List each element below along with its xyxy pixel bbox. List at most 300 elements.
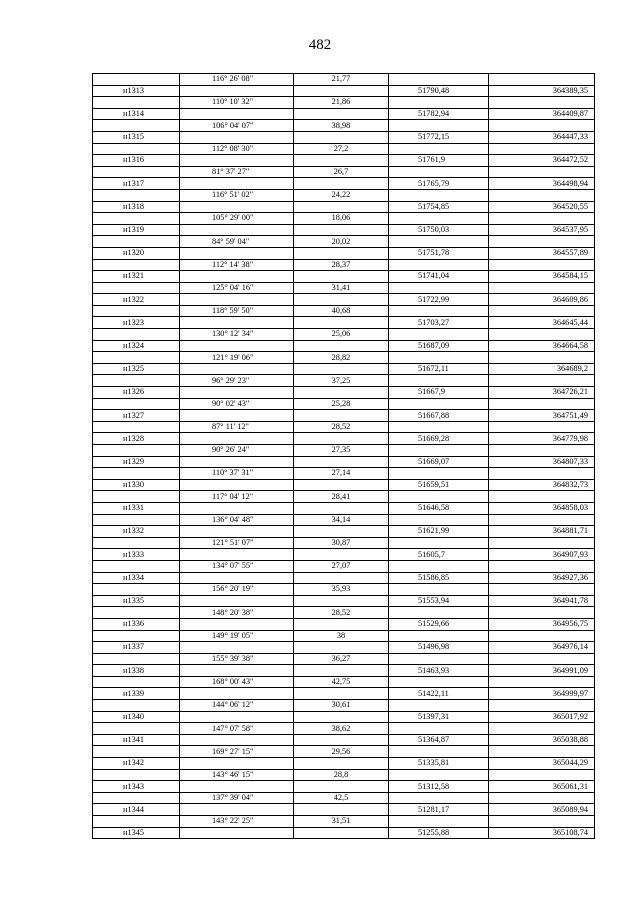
empty-cell bbox=[93, 491, 180, 503]
empty-cell bbox=[389, 398, 489, 410]
point-row bbox=[93, 433, 595, 445]
empty-cell bbox=[180, 340, 294, 352]
y-coordinate-cell: 364409,87 bbox=[489, 108, 595, 120]
direction-angle-cell: 116° 51' 02" bbox=[180, 189, 294, 201]
distance-cell: 42,5 bbox=[294, 792, 389, 804]
empty-cell bbox=[389, 584, 489, 596]
empty-cell bbox=[389, 421, 489, 433]
point-name-cell: н1323 bbox=[93, 317, 180, 329]
point-row bbox=[93, 479, 595, 491]
y-coordinate-cell: 364956,75 bbox=[489, 618, 595, 630]
empty-cell bbox=[489, 352, 595, 364]
segment-row bbox=[93, 398, 595, 410]
empty-cell bbox=[180, 387, 294, 399]
empty-cell bbox=[180, 294, 294, 306]
empty-cell bbox=[93, 468, 180, 480]
empty-cell bbox=[489, 723, 595, 735]
empty-cell bbox=[294, 688, 389, 700]
empty-cell bbox=[180, 178, 294, 190]
x-coordinate-cell: 51422,11 bbox=[389, 688, 489, 700]
distance-cell: 31,41 bbox=[294, 282, 389, 294]
point-name-cell: н1333 bbox=[93, 549, 180, 561]
empty-cell bbox=[93, 143, 180, 155]
empty-cell bbox=[389, 259, 489, 271]
segment-row bbox=[93, 468, 595, 480]
empty-cell bbox=[93, 74, 180, 86]
x-coordinate-cell: 51772,15 bbox=[389, 131, 489, 143]
x-coordinate-cell: 51646,58 bbox=[389, 502, 489, 514]
segment-row bbox=[93, 143, 595, 155]
segment-row bbox=[93, 329, 595, 341]
empty-cell bbox=[180, 549, 294, 561]
empty-cell bbox=[294, 363, 389, 375]
empty-cell bbox=[93, 213, 180, 225]
empty-cell bbox=[389, 97, 489, 109]
point-name-cell: н1337 bbox=[93, 642, 180, 654]
distance-cell: 28,52 bbox=[294, 421, 389, 433]
distance-cell: 27,2 bbox=[294, 143, 389, 155]
point-row bbox=[93, 549, 595, 561]
y-coordinate-cell: 364999,97 bbox=[489, 688, 595, 700]
empty-cell bbox=[489, 653, 595, 665]
empty-cell bbox=[294, 178, 389, 190]
direction-angle-cell: 134° 07' 55" bbox=[180, 560, 294, 572]
direction-angle-cell: 156° 20' 19" bbox=[180, 584, 294, 596]
empty-cell bbox=[489, 421, 595, 433]
distance-cell: 28,37 bbox=[294, 259, 389, 271]
empty-cell bbox=[93, 166, 180, 178]
x-coordinate-cell: 51722,99 bbox=[389, 294, 489, 306]
point-name-cell: н1326 bbox=[93, 387, 180, 399]
empty-cell bbox=[180, 595, 294, 607]
empty-cell bbox=[93, 189, 180, 201]
empty-cell bbox=[93, 769, 180, 781]
point-name-cell: н1343 bbox=[93, 781, 180, 793]
distance-cell: 26,7 bbox=[294, 166, 389, 178]
x-coordinate-cell: 51605,7 bbox=[389, 549, 489, 561]
empty-cell bbox=[294, 734, 389, 746]
distance-cell: 25,06 bbox=[294, 329, 389, 341]
x-coordinate-cell: 51364,87 bbox=[389, 734, 489, 746]
point-name-cell: н1345 bbox=[93, 827, 180, 839]
direction-angle-cell: 168° 00' 43" bbox=[180, 676, 294, 688]
empty-cell bbox=[294, 201, 389, 213]
segment-row bbox=[93, 630, 595, 642]
empty-cell bbox=[180, 711, 294, 723]
empty-cell bbox=[294, 387, 389, 399]
point-name-cell: н1335 bbox=[93, 595, 180, 607]
coordinates-table bbox=[92, 73, 595, 839]
point-name-cell: н1324 bbox=[93, 340, 180, 352]
direction-angle-cell: 147° 07' 58" bbox=[180, 723, 294, 735]
segment-row bbox=[93, 746, 595, 758]
empty-cell bbox=[93, 305, 180, 317]
empty-cell bbox=[294, 340, 389, 352]
segment-row bbox=[93, 352, 595, 364]
empty-cell bbox=[93, 537, 180, 549]
distance-cell: 38,62 bbox=[294, 723, 389, 735]
direction-angle-cell: 130° 12' 34" bbox=[180, 329, 294, 341]
point-row bbox=[93, 201, 595, 213]
empty-cell bbox=[294, 549, 389, 561]
empty-cell bbox=[389, 676, 489, 688]
empty-cell bbox=[489, 700, 595, 712]
direction-angle-cell: 90° 02' 43" bbox=[180, 398, 294, 410]
empty-cell bbox=[389, 120, 489, 132]
empty-cell bbox=[180, 131, 294, 143]
empty-cell bbox=[389, 352, 489, 364]
point-row bbox=[93, 271, 595, 283]
x-coordinate-cell: 51397,31 bbox=[389, 711, 489, 723]
segment-row bbox=[93, 700, 595, 712]
segment-row bbox=[93, 166, 595, 178]
distance-cell: 40,68 bbox=[294, 305, 389, 317]
direction-angle-cell: 121° 51' 07" bbox=[180, 537, 294, 549]
segment-row bbox=[93, 723, 595, 735]
empty-cell bbox=[180, 479, 294, 491]
direction-angle-cell: 110° 10' 32" bbox=[180, 97, 294, 109]
direction-angle-cell: 137° 39' 04" bbox=[180, 792, 294, 804]
x-coordinate-cell: 51463,93 bbox=[389, 665, 489, 677]
direction-angle-cell: 112° 08' 30" bbox=[180, 143, 294, 155]
point-row bbox=[93, 711, 595, 723]
segment-row bbox=[93, 236, 595, 248]
x-coordinate-cell: 51496,98 bbox=[389, 642, 489, 654]
empty-cell bbox=[180, 271, 294, 283]
empty-cell bbox=[294, 618, 389, 630]
distance-cell: 29,56 bbox=[294, 746, 389, 758]
empty-cell bbox=[180, 526, 294, 538]
empty-cell bbox=[93, 398, 180, 410]
point-name-cell: н1341 bbox=[93, 734, 180, 746]
point-name-cell: н1320 bbox=[93, 247, 180, 259]
empty-cell bbox=[93, 236, 180, 248]
distance-cell: 31,51 bbox=[294, 816, 389, 828]
x-coordinate-cell: 51281,17 bbox=[389, 804, 489, 816]
distance-cell: 35,93 bbox=[294, 584, 389, 596]
empty-cell bbox=[180, 85, 294, 97]
point-row bbox=[93, 827, 595, 839]
distance-cell: 37,25 bbox=[294, 375, 389, 387]
empty-cell bbox=[294, 294, 389, 306]
point-row bbox=[93, 502, 595, 514]
empty-cell bbox=[93, 352, 180, 364]
empty-cell bbox=[389, 329, 489, 341]
point-row bbox=[93, 781, 595, 793]
empty-cell bbox=[180, 201, 294, 213]
segment-row bbox=[93, 653, 595, 665]
empty-cell bbox=[180, 410, 294, 422]
empty-cell bbox=[389, 746, 489, 758]
empty-cell bbox=[93, 445, 180, 457]
y-coordinate-cell: 364447,33 bbox=[489, 131, 595, 143]
point-row bbox=[93, 595, 595, 607]
distance-cell: 27,14 bbox=[294, 468, 389, 480]
distance-cell: 28,8 bbox=[294, 769, 389, 781]
empty-cell bbox=[93, 792, 180, 804]
empty-cell bbox=[93, 514, 180, 526]
point-row bbox=[93, 410, 595, 422]
distance-cell: 20,02 bbox=[294, 236, 389, 248]
empty-cell bbox=[294, 711, 389, 723]
point-name-cell: н1321 bbox=[93, 271, 180, 283]
direction-angle-cell: 136° 04' 48" bbox=[180, 514, 294, 526]
empty-cell bbox=[180, 363, 294, 375]
empty-cell bbox=[389, 607, 489, 619]
x-coordinate-cell: 51667,9 bbox=[389, 387, 489, 399]
empty-cell bbox=[389, 630, 489, 642]
direction-angle-cell: 143° 46' 15" bbox=[180, 769, 294, 781]
empty-cell bbox=[180, 456, 294, 468]
y-coordinate-cell: 364557,89 bbox=[489, 247, 595, 259]
direction-angle-cell: 106° 04' 07" bbox=[180, 120, 294, 132]
point-name-cell: н1318 bbox=[93, 201, 180, 213]
x-coordinate-cell: 51790,48 bbox=[389, 85, 489, 97]
empty-cell bbox=[489, 769, 595, 781]
point-name-cell: н1322 bbox=[93, 294, 180, 306]
empty-cell bbox=[489, 74, 595, 86]
empty-cell bbox=[389, 189, 489, 201]
empty-cell bbox=[489, 236, 595, 248]
empty-cell bbox=[489, 120, 595, 132]
empty-cell bbox=[489, 259, 595, 271]
empty-cell bbox=[180, 224, 294, 236]
empty-cell bbox=[489, 305, 595, 317]
y-coordinate-cell: 364941,78 bbox=[489, 595, 595, 607]
point-row bbox=[93, 340, 595, 352]
y-coordinate-cell: 365089,94 bbox=[489, 804, 595, 816]
empty-cell bbox=[294, 642, 389, 654]
point-row bbox=[93, 108, 595, 120]
x-coordinate-cell: 51553,94 bbox=[389, 595, 489, 607]
empty-cell bbox=[93, 746, 180, 758]
empty-cell bbox=[93, 700, 180, 712]
direction-angle-cell: 87° 11' 12" bbox=[180, 421, 294, 433]
empty-cell bbox=[294, 572, 389, 584]
empty-cell bbox=[93, 653, 180, 665]
empty-cell bbox=[389, 445, 489, 457]
segment-row bbox=[93, 74, 595, 86]
empty-cell bbox=[489, 143, 595, 155]
distance-cell: 25,28 bbox=[294, 398, 389, 410]
point-row bbox=[93, 131, 595, 143]
point-row bbox=[93, 804, 595, 816]
point-name-cell: н1329 bbox=[93, 456, 180, 468]
segment-row bbox=[93, 445, 595, 457]
empty-cell bbox=[389, 74, 489, 86]
point-name-cell: н1316 bbox=[93, 155, 180, 167]
y-coordinate-cell: 364881,71 bbox=[489, 526, 595, 538]
empty-cell bbox=[93, 560, 180, 572]
segment-row bbox=[93, 305, 595, 317]
distance-cell: 21,86 bbox=[294, 97, 389, 109]
direction-angle-cell: 90° 26' 24" bbox=[180, 445, 294, 457]
distance-cell: 30,61 bbox=[294, 700, 389, 712]
segment-row bbox=[93, 537, 595, 549]
point-name-cell: н1334 bbox=[93, 572, 180, 584]
segment-row bbox=[93, 213, 595, 225]
x-coordinate-cell: 51667,88 bbox=[389, 410, 489, 422]
empty-cell bbox=[489, 398, 595, 410]
x-coordinate-cell: 51659,51 bbox=[389, 479, 489, 491]
empty-cell bbox=[489, 746, 595, 758]
point-name-cell: н1338 bbox=[93, 665, 180, 677]
empty-cell bbox=[294, 410, 389, 422]
point-row bbox=[93, 178, 595, 190]
y-coordinate-cell: 364472,52 bbox=[489, 155, 595, 167]
y-coordinate-cell: 364645,44 bbox=[489, 317, 595, 329]
distance-cell: 30,87 bbox=[294, 537, 389, 549]
y-coordinate-cell: 364779,98 bbox=[489, 433, 595, 445]
point-name-cell: н1317 bbox=[93, 178, 180, 190]
point-row bbox=[93, 688, 595, 700]
empty-cell bbox=[389, 514, 489, 526]
point-name-cell: н1342 bbox=[93, 758, 180, 770]
distance-cell: 24,22 bbox=[294, 189, 389, 201]
empty-cell bbox=[180, 688, 294, 700]
x-coordinate-cell: 51529,66 bbox=[389, 618, 489, 630]
empty-cell bbox=[389, 166, 489, 178]
direction-angle-cell: 155° 39' 38" bbox=[180, 653, 294, 665]
segment-row bbox=[93, 676, 595, 688]
empty-cell bbox=[389, 537, 489, 549]
segment-row bbox=[93, 259, 595, 271]
x-coordinate-cell: 51586,85 bbox=[389, 572, 489, 584]
segment-row bbox=[93, 514, 595, 526]
x-coordinate-cell: 51672,11 bbox=[389, 363, 489, 375]
point-row bbox=[93, 526, 595, 538]
empty-cell bbox=[489, 607, 595, 619]
empty-cell bbox=[180, 502, 294, 514]
empty-cell bbox=[93, 607, 180, 619]
point-name-cell: н1339 bbox=[93, 688, 180, 700]
point-name-cell: н1328 bbox=[93, 433, 180, 445]
empty-cell bbox=[294, 317, 389, 329]
empty-cell bbox=[389, 700, 489, 712]
empty-cell bbox=[489, 491, 595, 503]
direction-angle-cell: 121° 19' 06" bbox=[180, 352, 294, 364]
empty-cell bbox=[294, 85, 389, 97]
empty-cell bbox=[489, 166, 595, 178]
y-coordinate-cell: 364537,95 bbox=[489, 224, 595, 236]
empty-cell bbox=[93, 816, 180, 828]
y-coordinate-cell: 364389,35 bbox=[489, 85, 595, 97]
distance-cell: 27,07 bbox=[294, 560, 389, 572]
empty-cell bbox=[294, 108, 389, 120]
direction-angle-cell: 125° 04' 16" bbox=[180, 282, 294, 294]
empty-cell bbox=[180, 247, 294, 259]
y-coordinate-cell: 364927,36 bbox=[489, 572, 595, 584]
direction-angle-cell: 148° 20' 38" bbox=[180, 607, 294, 619]
point-row bbox=[93, 363, 595, 375]
empty-cell bbox=[180, 642, 294, 654]
y-coordinate-cell: 364689,2 bbox=[489, 363, 595, 375]
distance-cell: 28,52 bbox=[294, 607, 389, 619]
empty-cell bbox=[294, 155, 389, 167]
point-row bbox=[93, 294, 595, 306]
distance-cell: 21,77 bbox=[294, 74, 389, 86]
y-coordinate-cell: 364726,21 bbox=[489, 387, 595, 399]
empty-cell bbox=[294, 758, 389, 770]
point-name-cell: н1336 bbox=[93, 618, 180, 630]
distance-cell: 38,98 bbox=[294, 120, 389, 132]
direction-angle-cell: 117° 04' 12" bbox=[180, 491, 294, 503]
coordinates-table-body bbox=[93, 74, 595, 839]
empty-cell bbox=[180, 317, 294, 329]
point-row bbox=[93, 758, 595, 770]
direction-angle-cell: 143° 22' 25" bbox=[180, 816, 294, 828]
point-row bbox=[93, 85, 595, 97]
direction-angle-cell: 96° 29' 23" bbox=[180, 375, 294, 387]
empty-cell bbox=[294, 271, 389, 283]
segment-row bbox=[93, 607, 595, 619]
y-coordinate-cell: 365108,74 bbox=[489, 827, 595, 839]
empty-cell bbox=[389, 560, 489, 572]
empty-cell bbox=[489, 282, 595, 294]
y-coordinate-cell: 365061,31 bbox=[489, 781, 595, 793]
y-coordinate-cell: 365044,29 bbox=[489, 758, 595, 770]
empty-cell bbox=[489, 514, 595, 526]
empty-cell bbox=[93, 375, 180, 387]
y-coordinate-cell: 364807,33 bbox=[489, 456, 595, 468]
y-coordinate-cell: 364609,86 bbox=[489, 294, 595, 306]
direction-angle-cell: 105° 29' 00" bbox=[180, 213, 294, 225]
point-name-cell: н1330 bbox=[93, 479, 180, 491]
direction-angle-cell: 84° 59' 04" bbox=[180, 236, 294, 248]
y-coordinate-cell: 364907,93 bbox=[489, 549, 595, 561]
direction-angle-cell: 81° 37' 27" bbox=[180, 166, 294, 178]
empty-cell bbox=[180, 827, 294, 839]
point-name-cell: н1340 bbox=[93, 711, 180, 723]
point-row bbox=[93, 734, 595, 746]
empty-cell bbox=[93, 282, 180, 294]
empty-cell bbox=[389, 213, 489, 225]
empty-cell bbox=[489, 584, 595, 596]
empty-cell bbox=[294, 526, 389, 538]
empty-cell bbox=[294, 827, 389, 839]
y-coordinate-cell: 364520,55 bbox=[489, 201, 595, 213]
point-name-cell: н1344 bbox=[93, 804, 180, 816]
point-row bbox=[93, 572, 595, 584]
empty-cell bbox=[489, 213, 595, 225]
y-coordinate-cell: 365038,88 bbox=[489, 734, 595, 746]
x-coordinate-cell: 51741,04 bbox=[389, 271, 489, 283]
point-name-cell: н1315 bbox=[93, 131, 180, 143]
point-name-cell: н1325 bbox=[93, 363, 180, 375]
y-coordinate-cell: 364664,58 bbox=[489, 340, 595, 352]
y-coordinate-cell: 364858,03 bbox=[489, 502, 595, 514]
x-coordinate-cell: 51621,99 bbox=[389, 526, 489, 538]
direction-angle-cell: 110° 37' 31" bbox=[180, 468, 294, 480]
empty-cell bbox=[180, 804, 294, 816]
segment-row bbox=[93, 792, 595, 804]
segment-row bbox=[93, 97, 595, 109]
empty-cell bbox=[294, 247, 389, 259]
x-coordinate-cell: 51750,03 bbox=[389, 224, 489, 236]
empty-cell bbox=[389, 143, 489, 155]
empty-cell bbox=[489, 676, 595, 688]
y-coordinate-cell: 364976,14 bbox=[489, 642, 595, 654]
empty-cell bbox=[180, 155, 294, 167]
point-row bbox=[93, 155, 595, 167]
segment-row bbox=[93, 816, 595, 828]
y-coordinate-cell: 364832,73 bbox=[489, 479, 595, 491]
empty-cell bbox=[489, 445, 595, 457]
empty-cell bbox=[294, 595, 389, 607]
direction-angle-cell: 144° 06' 12" bbox=[180, 700, 294, 712]
y-coordinate-cell: 365017,92 bbox=[489, 711, 595, 723]
empty-cell bbox=[93, 120, 180, 132]
